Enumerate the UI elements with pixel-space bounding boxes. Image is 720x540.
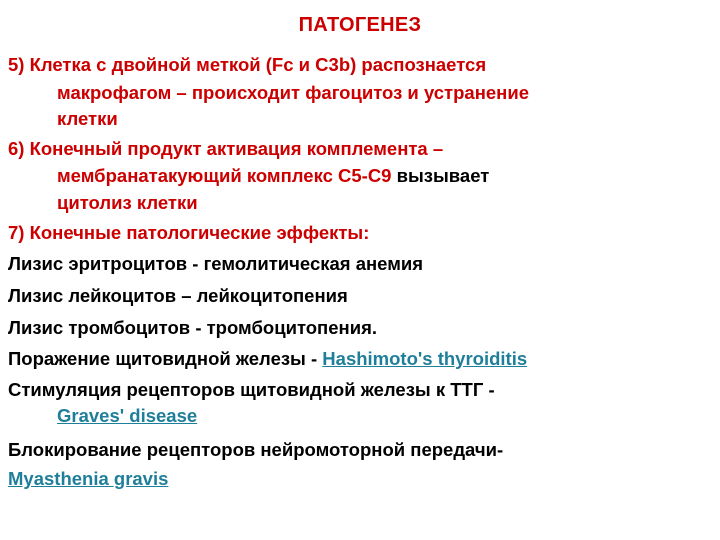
item-5-line-1: 5) Клетка с двойной меткой (Fc и C3b) распознается — [8, 54, 487, 75]
item-7: 7) Конечные патологические эффекты: — [8, 222, 370, 243]
graves-link[interactable]: Graves' disease — [57, 405, 198, 426]
effect-erythrocytes: Лизис эритроцитов - гемолитическая анемия — [8, 253, 424, 274]
item-6-line-3: цитолиз клетки — [57, 192, 198, 213]
slide-title: ПАТОГЕНЕЗ — [298, 14, 422, 36]
hashimoto-link[interactable]: Hashimoto's thyroiditis — [322, 348, 528, 369]
item-6-line-2-black: вызывает — [391, 165, 490, 186]
item-6-line-2-red: мембранатакующий комплекс С5-С9 — [57, 165, 392, 186]
effect-tsh-receptors: Стимуляция рецепторов щитовидной железы к ТТГ - — [8, 379, 495, 400]
effect-neuromuscular-line-2 — [8, 468, 168, 490]
item-5-line-2: макрофагом – происходит фагоцитоз и устранение — [57, 82, 530, 103]
effect-thrombocytes: Лизис тромбоцитов - тромбоцитопения. — [8, 317, 378, 338]
item-6-line-2 — [57, 165, 489, 187]
item-6-line-1: 6) Конечный продукт активация комплемента – — [8, 138, 444, 159]
myasthenia-link[interactable]: Myasthenia gravis — [8, 468, 169, 489]
item-5-line-3: клетки — [57, 108, 118, 129]
effect-neuromuscular: Блокирование рецепторов нейромоторной передачи- — [8, 439, 504, 460]
effect-thyroid-text: Поражение щитовидной железы - — [8, 348, 323, 369]
effect-leukocytes: Лизис лейкоцитов – лейкоцитопения — [8, 285, 348, 306]
effect-tsh-receptors-line-2 — [57, 405, 197, 427]
effect-thyroid — [8, 348, 527, 370]
